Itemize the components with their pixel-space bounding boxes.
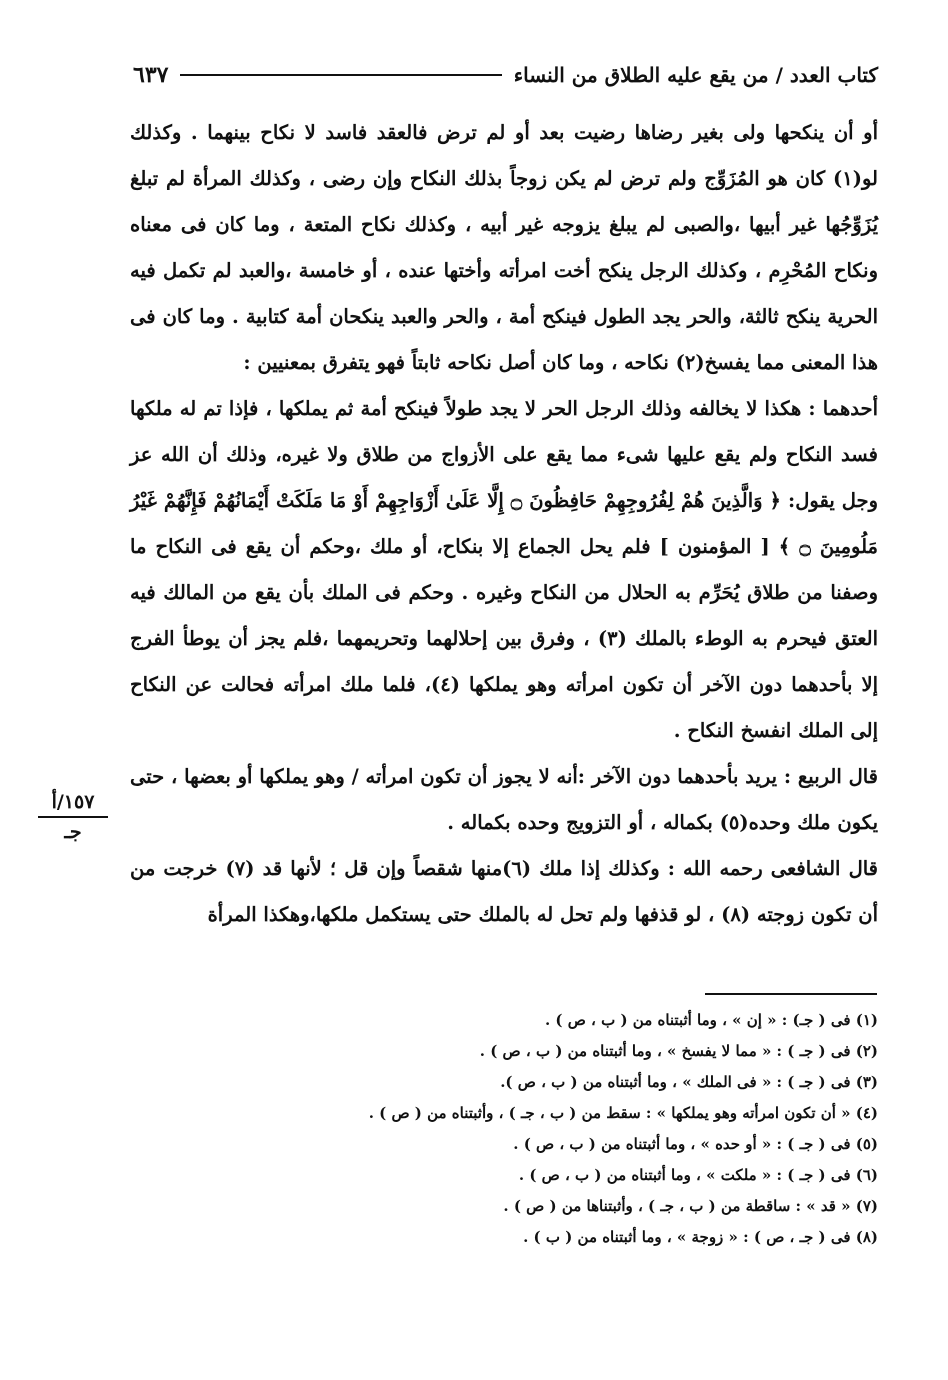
paragraph-4: قال الشافعى رحمه الله : وكذلك إذا ملك (٦)منها شقصاً وإن قل ؛ لأنها قد (٧) خرجت من أن تكون زوجته (٨) ، لو قذفها ولم تحل له بالملك حتى يستكمل ملكها،وهكذا المرأة xyxy=(130,857,878,926)
header-rule xyxy=(180,74,501,76)
footnote-7: (٧) « قد » : ساقطة من ( ب ، جـ ) ، وأثبتناها من ( ص ) . xyxy=(503,1197,878,1215)
paragraph-2: أحدهما : هكذا لا يخالفه وذلك الرجل الحر لا يجد طولاً فينكح أمة ثم يملكها ، فإذا تم له ملكها فسد النكاح ولم يقع عليها شىء مما يقع على الأزواج من طلاق ولا غيره، وذلك أن الله عز وجل يقول: ﴿ وَالَّذِينَ هُمْ لِفُرُوجِهِمْ حَافِظُونَ ۝ إِلَّا عَلَىٰ أَزْوَاجِهِمْ أَوْ مَا مَلَكَتْ أَيْمَانُهُمْ فَإِنَّهُمْ غَيْرُ مَلُومِينَ ۝ ﴾ [ المؤمنون ] فلم يحل الجماع إلا بنكاح، أو ملك ،وحكم أن يقع فى النكاح ما وصفنا من طلاق يُحَرِّم به الحلال من النكاح وغيره . وحكم فى الملك بأن يقع من المالك فيه العتق فيحرم به الوطء بالملك (٣) ، وفرق بين إحلالهما وتحريمهما ،فلم يجز أن يوطأ الفرج إلا بأحدهما دون الآخر أن تكون امرأته وهو يملكها (٤)، فلما ملك امرأته فحالت عن النكاح إلى الملك انفسخ النكاح . xyxy=(130,397,879,742)
paragraph-1: أو أن ينكحها ولى بغير رضاها رضيت بعد أو لم ترض فالعقد فاسد لا نكاح بينهما . وكذلك لو(١) كان هو المُزَوِّج ولم ترض لم يكن زوجاً بذلك النكاح وإن رضى ، وكذلك المرأة لم تبلغ يُزَوِّجُها غير أبيها ،والصبى لم يبلغ يزوجه غير أبيه ، وكذلك نكاح المتعة ، وما كان فى معناه ونكاح المُحْرِم ، وكذلك الرجل ينكح أخت امرأته وأختها عنده ، أو خامسة ،والعبد لم تكمل فيه الحرية ينكح ثالثة، والحر يجد الطول فينكح أمة ، والحر والعبد ينكحان أمة كتابية . وما كان فى هذا المعنى مما يفسخ(٢) نكاحه ، وما كان أصل نكاحه ثابتاً فهو يتفرق بمعنيين : xyxy=(130,121,878,374)
margin-folio-note xyxy=(38,790,108,844)
footnote-8: (٨) فى ( جـ ، ص ) : « زوجة » ، وما أثبتناه من ( ب ) . xyxy=(523,1228,878,1246)
page-number: ٦٣٧ xyxy=(133,62,169,88)
paragraph-3: قال الربيع : يريد بأحدهما دون الآخر :أنه لا يجوز أن تكون امرأته / وهو يملكها أو بعضها ، حتى يكون ملك وحده(٥) بكماله ، أو التزويج وحده بكماله . xyxy=(130,765,878,834)
folio-number: ١٥٧/أ xyxy=(38,790,108,818)
footnote-2: (٢) فى ( جـ ) : « مما لا يفسخ » ، وما أثبتناه من ( ب ، ص ) . xyxy=(479,1042,878,1060)
footnotes xyxy=(300,1005,878,1253)
main-text xyxy=(130,110,878,938)
folio-manuscript: جـ xyxy=(64,821,82,843)
footnote-3: (٣) فى ( جـ ) : « فى الملك » ، وما أثبتناه من ( ب ، ص ). xyxy=(500,1073,878,1091)
running-header xyxy=(133,58,878,92)
footnote-1: (١) فى ( جـ) : « إن » ، وما أثبتناه من ( ب ، ص ) . xyxy=(544,1011,878,1029)
footnote-5: (٥) فى ( جـ ) : « أو حده » ، وما أثبتناه من ( ب ، ص ) . xyxy=(513,1135,878,1153)
footnote-4: (٤) « أن تكون امرأته وهو يملكها » : سقط من ( ب ، جـ ) ، وأثبتناه من ( ص ) . xyxy=(368,1104,878,1122)
footnote-separator xyxy=(705,993,877,995)
footnote-6: (٦) فى ( جـ ) : « ملكت » ، وما أثبتناه من ( ب ، ص ) . xyxy=(518,1166,878,1184)
chapter-title: كتاب العدد / من يقع عليه الطلاق من النساء xyxy=(513,63,878,87)
